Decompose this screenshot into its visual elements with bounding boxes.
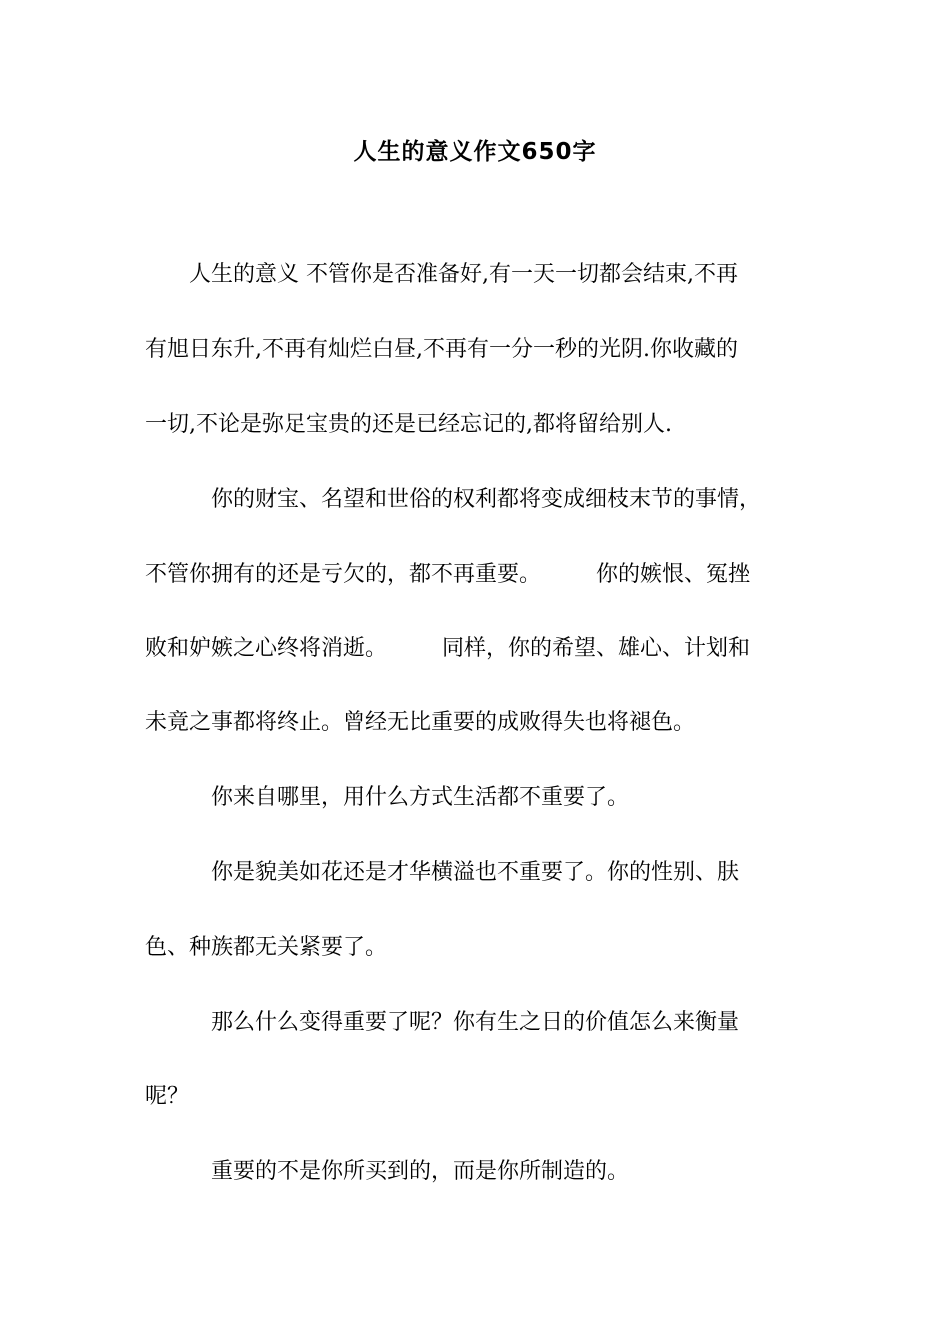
- paragraph-line: 你来自哪里，用什么方式生活都不重要了。: [145, 785, 630, 810]
- paragraph-line: 人生的意义 不管你是否准备好,有一天一切都会结束,不再: [145, 262, 738, 287]
- paragraph-line: 不管你拥有的还是亏欠的，都不再重要。 你的嫉恨、冤挫: [145, 562, 751, 587]
- paragraph-line: 重要的不是你所买到的，而是你所制造的。: [145, 1159, 630, 1184]
- paragraph-line: 败和妒嫉之心终将消逝。 同样，你的希望、雄心、计划和: [145, 636, 751, 661]
- paragraph-line: 呢？: [145, 1084, 190, 1109]
- document-title: 人生的意义作文650字: [353, 139, 597, 165]
- paragraph-line: 有旭日东升,不再有灿烂白昼,不再有一分一秒的光阴.你收藏的: [145, 337, 738, 362]
- paragraph-line: 你的财宝、名望和世俗的权利都将变成细枝末节的事情，: [145, 487, 762, 512]
- paragraph-line: 色、种族都无关紧要了。: [145, 935, 388, 960]
- paragraph-line: 那么什么变得重要了呢？你有生之日的价值怎么来衡量: [145, 1010, 740, 1035]
- paragraph-line: 一切,不论是弥足宝贵的还是已经忘记的,都将留给别人.: [145, 412, 672, 437]
- paragraph-line: 你是貌美如花还是才华横溢也不重要了。你的性别、肤: [145, 860, 740, 885]
- paragraph-line: 未竟之事都将终止。曾经无比重要的成败得失也将褪色。: [145, 710, 696, 735]
